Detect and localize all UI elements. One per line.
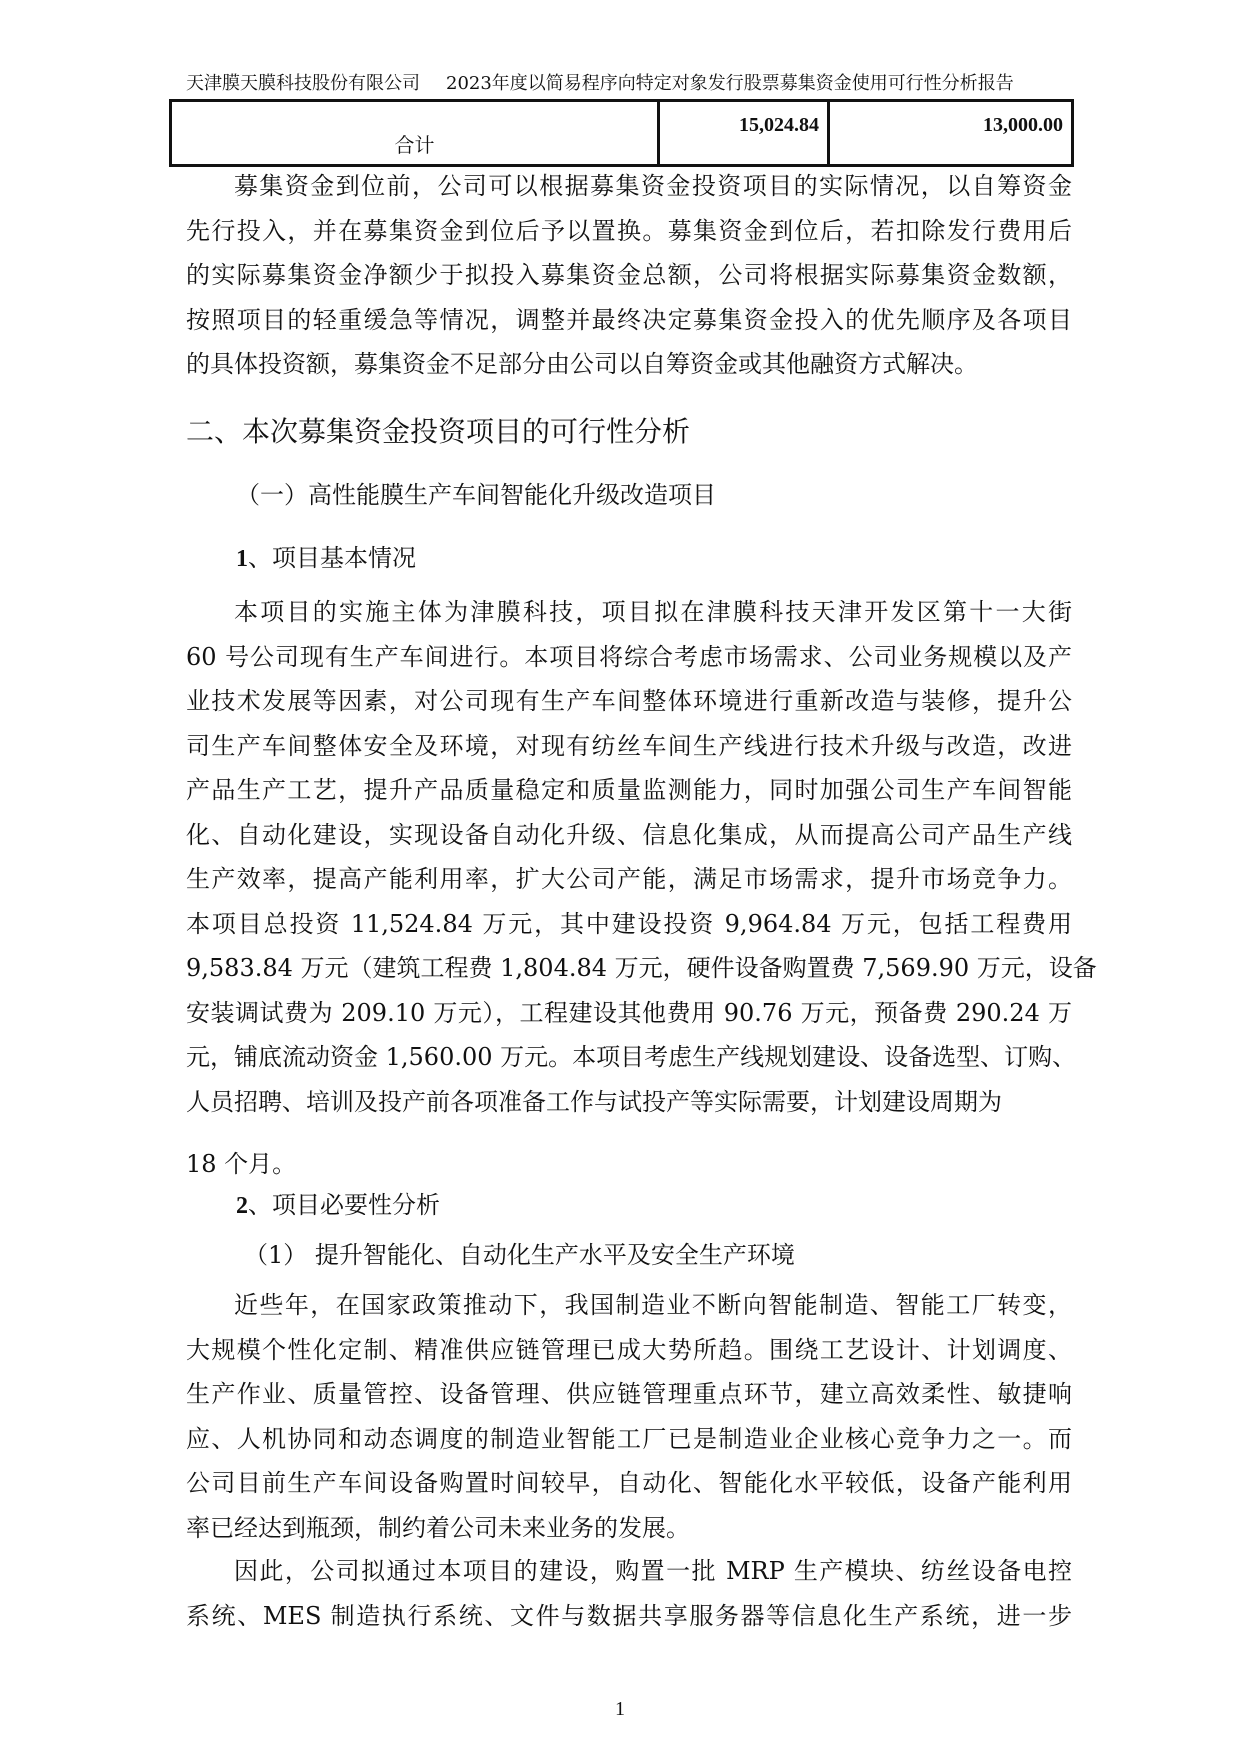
raised-funds-cell: 13,000.00 (829, 101, 1073, 166)
total-investment-cell: 15,024.84 (659, 101, 829, 166)
header-report-title: 2023年度以简易程序向特定对象发行股票募集资金使用可行性分析报告 (446, 73, 1014, 94)
item-heading-necessity (236, 1187, 440, 1224)
text-line: 安装调试费为 209.10 万元），工程建设其他费用 90.76 万元，预备费 290.24 万 (186, 998, 1072, 1027)
text-line: 系统、MES 制造执行系统、文件与数据共享服务器等信息化生产系统，进一步 (186, 1601, 1072, 1630)
text-line: 9,583.84 万元（建筑工程费 1,804.84 万元，硬件设备购置费 7,569.90 万元，设备 (186, 954, 1097, 982)
item-heading-basic-info (236, 540, 416, 577)
item-number: 2 (236, 1193, 248, 1219)
subitem-heading-automation: （1） 提升智能化、自动化生产水平及安全生产环境 (244, 1241, 795, 1269)
investment-summary-table (169, 99, 1074, 167)
text-line: 应、人机协同和动态调度的制造业智能工厂已是制造业企业核心竞争力之一。而 (186, 1424, 1072, 1453)
text-line: 生产效率，提高产能利用率，扩大公司产能，满足市场需求，提升市场竞争力。 (186, 865, 1072, 893)
text-line: 大规模个性化定制、精准供应链管理已成大势所趋。围绕工艺设计、计划调度、 (186, 1335, 1072, 1364)
text-line: 产品生产工艺，提升产品质量稳定和质量监测能力，同时加强公司生产车间智能 (186, 776, 1072, 804)
header-company: 天津膜天膜科技股份有限公司 (186, 73, 420, 94)
item-title: 、项目基本情况 (248, 544, 416, 572)
paragraph-project-period-tail (186, 1142, 1072, 1187)
paragraph-project-basic-info (186, 590, 1097, 1124)
text-line: 本项目的实施主体为津膜科技，项目拟在津膜科技天津开发区第十一大街 (234, 598, 1072, 626)
item-title: 、项目必要性分析 (248, 1191, 440, 1219)
text-line: 公司目前生产车间设备购置时间较早，自动化、智能化水平较低，设备产能利用 (186, 1469, 1072, 1497)
subsection-heading-project-1: （一）高性能膜生产车间智能化升级改造项目 (236, 481, 716, 509)
text-line: 本项目总投资 11,524.84 万元，其中建设投资 9,964.84 万元，包括工程费用 (186, 909, 1072, 938)
text-line: 业技术发展等因素，对公司现有生产车间整体环境进行重新改造与装修，提升公 (186, 687, 1072, 715)
running-header (186, 72, 1086, 96)
page-number: 1 (615, 1698, 625, 1720)
text-line: 因此，公司拟通过本项目的建设，购置一批 MRP 生产模块、纺丝设备电控 (234, 1557, 1072, 1585)
text-line: 人员招聘、培训及投产前各项准备工作与试投产等实际需要，计划建设周期为 (186, 1087, 1002, 1116)
text-line: 18 个月。 (186, 1150, 297, 1178)
text-line: 按照项目的轻重缓急等情况，调整并最终决定募集资金投入的优先顺序及各项目 (186, 305, 1072, 334)
paragraph-smart-manufacturing (186, 1283, 1072, 1550)
text-line: 的具体投资额，募集资金不足部分由公司以自筹资金或其他融资方式解决。 (186, 350, 978, 378)
text-line: 60 号公司现有生产车间进行。本项目将综合考虑市场需求、公司业务规模以及产 (186, 642, 1072, 671)
text-line: 元，铺底流动资金 1,560.00 万元。本项目考虑生产线规划建设、设备选型、订购、 (186, 1043, 1077, 1071)
text-line: 近些年，在国家政策推动下，我国制造业不断向智能制造、智能工厂转变， (234, 1291, 1072, 1319)
section-heading-feasibility: 二、本次募集资金投资项目的可行性分析 (186, 415, 691, 448)
text-line: 率已经达到瓶颈，制约着公司未来业务的发展。 (186, 1513, 690, 1542)
text-line: 司生产车间整体安全及环境，对现有纺丝车间生产线进行技术升级与改造，改进 (186, 731, 1072, 760)
text-line: 生产作业、质量管控、设备管理、供应链管理重点环节，建立高效柔性、敏捷响 (186, 1380, 1072, 1408)
paragraph-fund-replacement (186, 164, 1072, 387)
paragraph-system-purchase (186, 1549, 1072, 1638)
text-line: 化、自动化建设，实现设备自动化升级、信息化集成，从而提高公司产品生产线 (186, 820, 1072, 849)
item-number: 1 (236, 546, 248, 572)
table-row-total (171, 101, 1073, 166)
text-line: 的实际募集资金净额少于拟投入募集资金总额，公司将根据实际募集资金数额， (186, 261, 1072, 289)
total-label-cell: 合计 (171, 101, 659, 166)
text-line: 募集资金到位前，公司可以根据募集资金投资项目的实际情况，以自筹资金 (234, 172, 1072, 200)
text-line: 先行投入，并在募集资金到位后予以置换。募集资金到位后，若扣除发行费用后 (186, 216, 1072, 245)
